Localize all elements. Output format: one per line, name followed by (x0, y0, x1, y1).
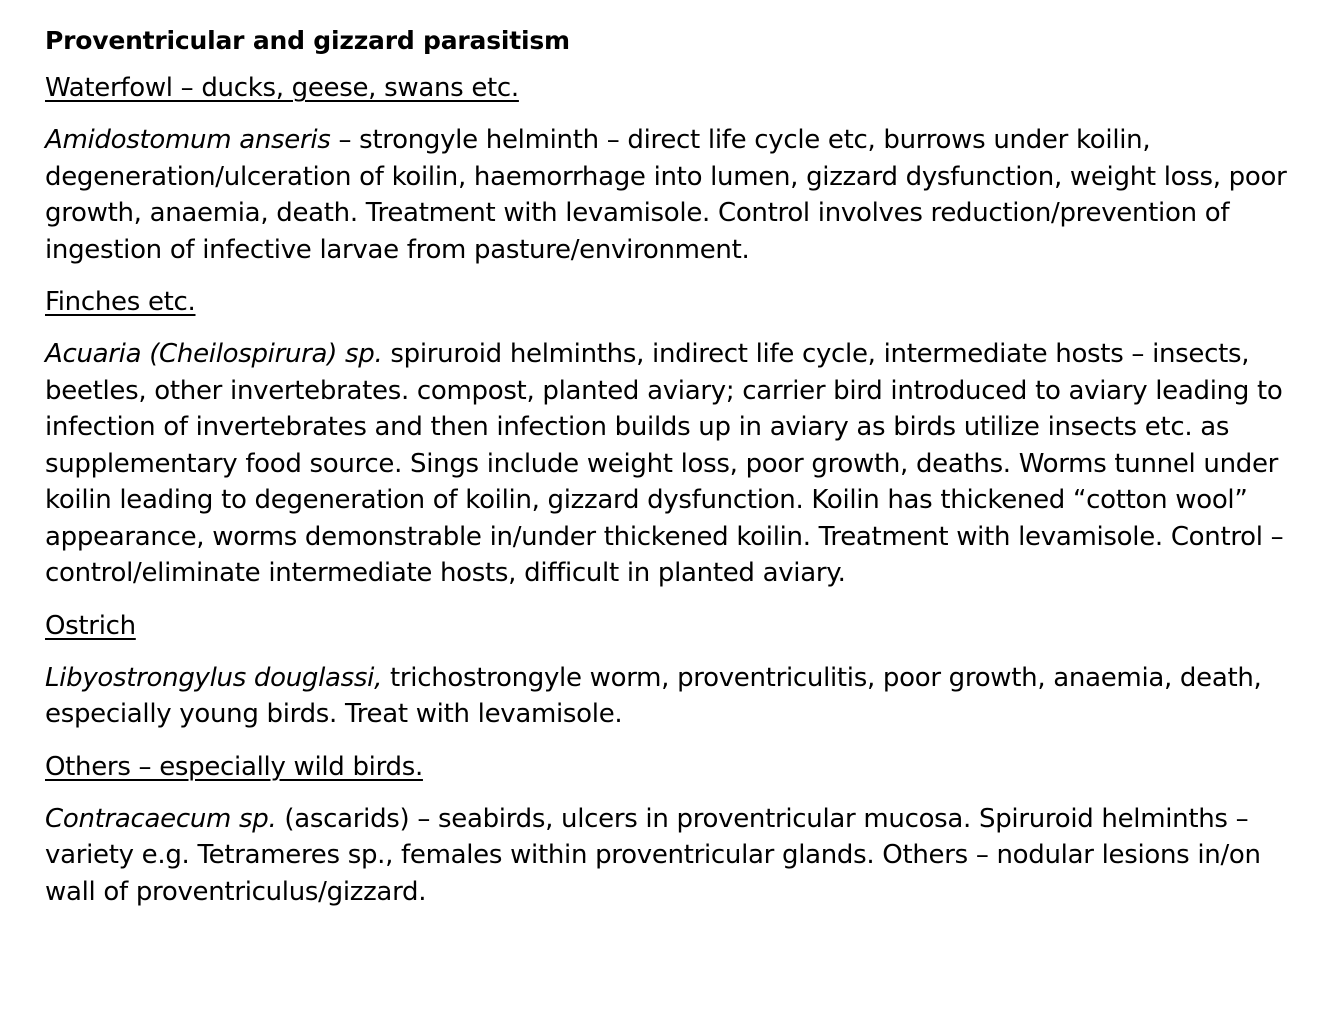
section-body-others (45, 801, 1315, 911)
section-body-finches (45, 336, 1315, 592)
species-name: Acuaria (Cheilospirura) sp. (45, 339, 383, 369)
section-heading-ostrich: Ostrich (45, 610, 136, 641)
section-text: (ascarids) – seabirds, ulcers in proventricular mucosa. Spiruroid helminths – variety e.g. Tetrameres sp., females within proventricular glands. Others – nodular lesions in/on wall of proventriculus/gizzard. (45, 803, 1261, 907)
document-page (45, 24, 1315, 926)
species-name: Amidostomum anseris (45, 125, 331, 155)
section-heading-waterfowl: Waterfowl – ducks, geese, swans etc. (45, 73, 519, 103)
section-text: – strongyle helminth – direct life cycle etc, burrows under koilin, degeneration/ulceration of koilin, haemorrhage into lumen, gizzard dysfunction, weight loss, poor growth, anaemia, death. Treatment with levamisole. Control involves reduction/prevention of ingestion of infective larvae from pasture/environment. (45, 125, 1287, 265)
section-heading-others: Others – especially wild birds. (45, 751, 423, 782)
species-name: Contracaecum sp. (45, 803, 277, 834)
section-text: spiruroid helminths, indirect life cycle, intermediate hosts – insects, beetles, other invertebrates. compost, planted aviary; carrier bird introduced to aviary leading to infection of invertebrates and then infection builds up in aviary as birds utilize insects etc. as supplementary food source. Sings include weight loss, poor growth, deaths. Worms tunnel under koilin leading to degeneration of koilin, gizzard dysfunction. Koilin has thickened “cotton wool” appearance, worms demonstrable in/under thickened koilin. Treatment with levamisole. Control –control/eliminate intermediate hosts, difficult in planted aviary. (45, 339, 1284, 588)
species-name: Libyostrongylus douglassi, (45, 662, 383, 693)
document-title: Proventricular and gizzard parasitism (45, 26, 570, 55)
section-body-ostrich (45, 660, 1315, 733)
section-body-waterfowl (45, 122, 1315, 268)
section-heading-finches: Finches etc. (45, 287, 196, 317)
section-text: trichostrongyle worm, proventriculitis, poor growth, anaemia, death, especially young birds. Treat with levamisole. (45, 662, 1262, 729)
